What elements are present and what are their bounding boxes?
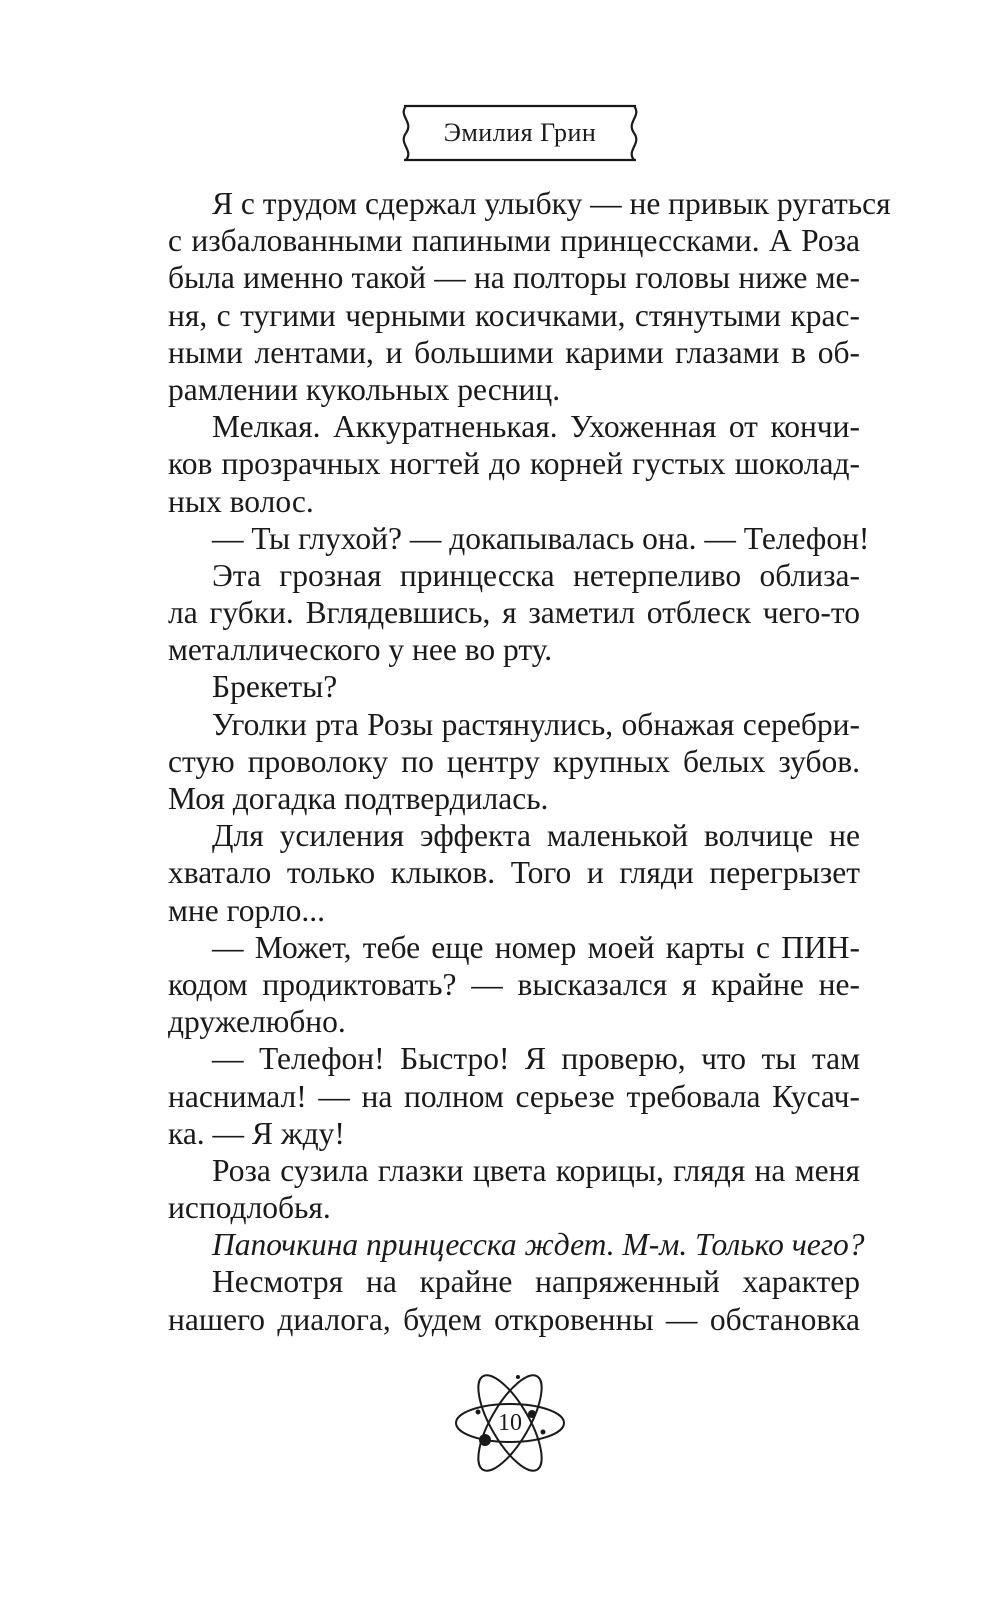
text-line: — Может, тебе еще номер моей карты с ПИН- (212, 929, 860, 965)
text-line: Уголки рта Розы растянулись, обнажая серебри- (212, 706, 860, 742)
text-line: ными лентами, и большими карими глазами в об- (168, 334, 860, 370)
text-line: кодом продиктовать? — высказался я крайне не- (168, 966, 860, 1002)
text-line: наснимал! — на полном серьезе требовала Кусач- (168, 1078, 860, 1114)
text-line: Для усиления эффекта маленькой волчице не (212, 818, 860, 854)
body-text (168, 185, 891, 1338)
page-number: 10 (498, 1409, 522, 1436)
text-line: Брекеты? (212, 669, 338, 705)
text-line: Моя догадка подтвердилась. (168, 781, 549, 816)
text-line: рамлении кукольных ресниц. (168, 371, 561, 407)
text-line: металлического у нее во рту. (168, 632, 553, 668)
page-number-ornament (452, 1365, 568, 1481)
text-line: мне горло... (168, 892, 325, 928)
text-line: нашего диалога, будем откровенны — обстановка (168, 1301, 860, 1337)
text-line: — Ты глухой? — докапывалась она. — Телефон! (212, 520, 870, 556)
text-line: хватало только клыков. Того и гляди перегрызет (168, 855, 860, 891)
text-line: ня, с тугими черными косичками, стянутыми крас- (168, 297, 860, 333)
text-line: — Телефон! Быстро! Я проверю, что ты там (212, 1041, 860, 1077)
text-line: стую проволоку по центру крупных белых зубов. (168, 743, 860, 779)
text-line: с избалованными папиными принцессками. А Роза (168, 223, 860, 259)
text-line: исподлобья. (168, 1190, 331, 1226)
text-line: ных волос. (168, 483, 314, 519)
text-line: ков прозрачных ногтей до корней густых шоколад- (168, 446, 860, 482)
text-line: Я с трудом сдержал улыбку — не привык ругаться (212, 186, 891, 221)
author-name: Эмилия Грин (443, 118, 597, 147)
text-line: Мелкая. Аккуратненькая. Ухоженная от кончи- (212, 409, 860, 445)
text-line: ка. — Я жду! (168, 1115, 345, 1151)
text-line: Папочкина принцесска ждет. М-м. Только чего? (212, 1227, 865, 1263)
text-line: Эта грозная принцесска нетерпеливо облиза- (212, 557, 860, 593)
text-line: была именно такой — на полторы головы ниже ме- (168, 260, 860, 296)
text-line: Несмотря на крайне напряженный характер (212, 1264, 860, 1300)
text-line: ла губки. Вглядевшись, я заметил отблеск чего-то (168, 595, 860, 631)
text-line: Роза сузила глазки цвета корицы, глядя на меня (212, 1152, 860, 1188)
text-line: дружелюбно. (168, 1004, 346, 1040)
running-head (400, 102, 640, 164)
